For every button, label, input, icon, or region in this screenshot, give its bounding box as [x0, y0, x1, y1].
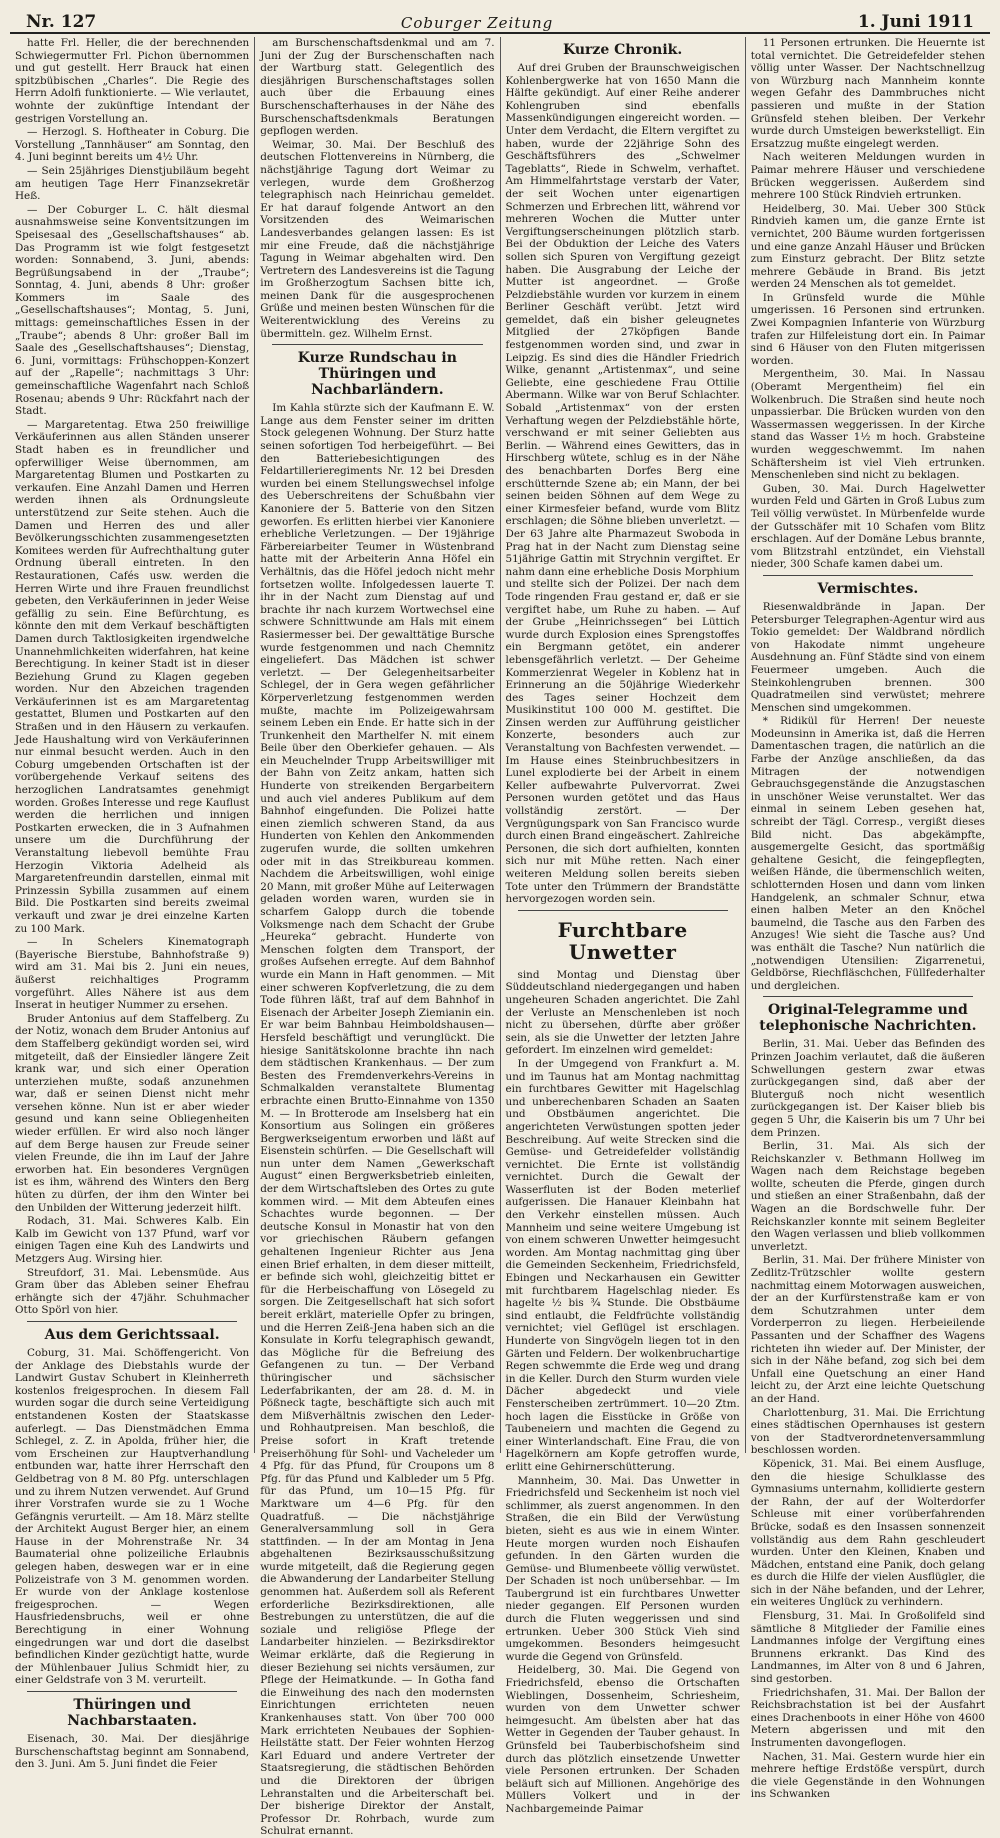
article-paragraph: 11 Personen ertrunken. Die Heuernte ist total vernichtet. Die Getreidefelder stehen völlig unter Wasser. Der Nachtschnellzug von Würzburg nach Mannheim konnte wegen Gefahr des Dammbruches nicht passieren und mußte in der Station Grünsfeld stehen bleiben. Der Verkehr wurde durch Umsteigen bewerkstelligt. Ein Ersatzzug mußte eingelegt werden. — [750, 37, 985, 150]
masthead — [10, 0, 990, 34]
article-paragraph: sind Montag und Dienstag über Süddeutschland niedergegangen und haben ungeheuren Schaden angerichtet. Die Zahl der Verluste an Menschenleben ist noch nicht zu übersehen, dürfte aber größer sein, als sie die Unwetter der letzten Jahre gefordert. Im einzelnen wird gemeldet: — [505, 968, 740, 1057]
section-divider — [27, 1321, 237, 1322]
section-heading: Vermischtes. — [817, 580, 919, 597]
article-paragraph: — Der Coburger L. C. hält diesmal ausnahmsweise seine Konventsitzungen im Speisesaal des „Gesellschaftshauses“ ab. Das Programm ist wie folgt festgesetzt worden: Sonnabend, 3. Juni, abends: Begrüßungsabend in der „Traube“; Sonntag, 4. Juni, abends 8 Uhr: großer Kommers im Saale des „Gesellschaftshauses“; Montag, 5. Juni, mittags: gemeinschaftliches Essen in der „Traube“; abends 8 Uhr: großer Ball im Saale des „Gesellschaftshauses“; Dienstag, 6. Juni, vormittags: Frühschoppen-Konzert auf der „Rapelle“; nachmittags 3 Uhr: gemeinschaftliche Wagenfahrt nach Schloß Rosenau; abends 9 Uhr: Rückfahrt nach der Stadt. — [15, 203, 250, 418]
issue-number: Nr. 127 — [26, 12, 97, 32]
section-heading: Original-Telegramme und telephonische Nachrichten. — [759, 1002, 977, 1035]
article-paragraph: Heidelberg, 30. Mai. Ueber 300 Stück Rindvieh kamen um, die ganze Ernte ist vernichtet, 200 Bäume wurden fortgerissen und eine ganze Anzahl Häuser und Brücken zum Einsturz gebracht. Der Blitz setzte mehrere Gebäude in Brand. Bis jetzt werden 24 Menschen als tot gemeldet. — [750, 202, 985, 291]
article-paragraph: Berlin, 31. Mai. Der frühere Minister von Zedlitz-Trützschler wollte gestern nachmittag einem Motorwagen ausweichen, der an der Kurfürstenstraße kam er von dem Schutzrahmen unter dem Vorderperron zu liegen. Herbeieilende Passanten und der Schaffner des Wagens richteten ihn wieder auf. Der Minister, der sich in der Nähe befand, zog sich bei dem Unfall eine Quetschung an einer Hand leicht zu, der Arzt eine leichte Quetschung an der Hand. — [750, 1254, 985, 1405]
article-paragraph: Nachen, 31. Mai. Gestern wurde hier ein mehrere heftige Erdstöße verspürt, durch die viele Gegenstände in den Wohnungen ins Schwanken — [750, 1750, 985, 1801]
article-paragraph: Guben, 30. Mai. Durch Hagelwetter wurden Feld und Gärten in Groß Lubus zum Teil völlig verwüstet. In Mürbenfelde wurde der Gutsschäfer mit 10 Schafen vom Blitz erschlagen. Auf der Domäne Lebus brannte, vom Blitzstrahl entzündet, ein Viehstall nieder, 300 Schafe kamen dabei um. — [750, 482, 985, 571]
article-paragraph: Coburg, 31. Mai. Schöffengericht. Von der Anklage des Diebstahls wurde der Landwirt Gustav Schubert in Kleinherreth kostenlos freigesprochen. In diesem Fall wurden sogar die durch seine Verteidigung entstandenen Kosten der Staatskasse auferlegt. — Das Dienstmädchen Emma Schlegel, z. Z. in Apolda, früher hier, die vom Erscheinen zur Hauptverhandlung entbunden war, hatte ihrer Herrschaft den Geldbetrag von 8 M. 80 Pfg. unterschlagen und zu ihrem Nutzen verwendet. Auf Grund ihrer Vorstrafen wurde sie zu 1 Woche Gefängnis verurteilt. — Am 18. März stellte der Architekt August Berger hier, an einem Hause in der Mohrenstraße Nr. 34 Baumaterial ohne polizeiliche Erlaubnis gelegen haben, deswegen war er in eine Polizeistrafe von 3 M. genommen worden. Er wurde von der Anklage kostenlose freigesprochen. — Wegen Hausfriedensbruchs, weil er ohne Berechtigung in einer Wohnung eingedrungen war und dort die daselbst befindlichen Kinder gezüchtigt hatte, wurde der Mühlenbauer Julius Schmidt hier, zu einer Geldstrafe von 3 M. verurteilt. — [15, 1346, 250, 1687]
article-paragraph: Mergentheim, 30. Mai. In Nassau (Oberamt Mergentheim) fiel ein Wolkenbruch. Die Straßen sind heute noch unpassierbar. Die Brücken wurden von den Wassermassen weggerissen. In der Kirche stand das Wasser 1½ m hoch. Grabsteine wurden weggeschwemmt. Im nahen Schäftersheim ist viel Vieh ertrunken. Menschenleben sind nicht zu beklagen. — [750, 368, 985, 482]
article-paragraph: Nach weiteren Meldungen wurden in Paimar mehrere Häuser und verschiedene Brücken weggerissen. Außerdem sind mehrere 100 Stück Rindvieh ertrunken. — [750, 151, 985, 202]
article-paragraph: — Sein 25jähriges Dienstjubiläum begeht am heutigen Tage Herr Finanzsekretär Heß. — [15, 164, 250, 203]
section-heading: Furchtbare Unwetter — [557, 917, 688, 964]
article-paragraph: — Herzogl. S. Hoftheater in Coburg. Die Vorstellung „Tannhäuser“ am Sonntag, den 4. Juni beginnt bereits um 4½ Uhr. — [15, 126, 250, 164]
section-divider — [763, 996, 973, 997]
article-paragraph: Rodach, 31. Mai. Schweres Kalb. Ein Kalb im Gewicht von 137 Pfund, warf vor einigen Tagen eine Kuh des Landwirts und Metzgers Aug. Wirsing hier. — [15, 1215, 250, 1265]
newspaper-title: Coburger Zeitung — [400, 14, 554, 32]
article-paragraph: am Burschenschaftsdenkmal und am 7. Juni der Zug der Burschenschaften nach der Wartburg statt. Gelegentlich des diesjährigen Burschenschaftstages sollen auch über die Erbauung eines Burschenschafterhauses in der Nähe des Burschenschaftsdenkmals Beratungen gepflogen werden. — [260, 37, 495, 138]
section-heading: Kurze Rundschau in Thüringen und Nachbarländern. — [297, 350, 457, 399]
article-paragraph: In der Umgegend von Frankfurt a. M. und im Taunus hat am Montag nachmittag ein furchtbares Gewitter mit Hagelschlag und unberechenbaren Schaden an Saaten und Obstbäumen angerichtet. Die angerichteten Verwüstungen spotten jeder Beschreibung. Auf weite Strecken sind die Gemüse- und Getreidefelder vollständig vernichtet. Die Ernte ist vollständig vernichtet. Durch die Gewalt der Wasserfluten ist der Boden meterlief aufgerissen. Die Hanauer Kleinbahn hat den Verkehr einstellen müssen. Auch Mannheim und seine weitere Umgebung ist von einem schweren Unwetter heimgesucht worden. Am Montag nachmittag ging über die Gemeinden Seckenheim, Friedrichsfeld, Ebingen und Neckarhausen ein Gewitter mit furchtbarem Hagelschlag nieder. Es hagelte ½ bis ¾ Stunde. Die Obstbäume sind entlaubt, die Feldfrüchte vollständig vernichtet; viel Geflügel ist erschlagen. Hunderte von Singvögeln liegen tot in den Gärten und Feldern. Der wolkenbruchartige Regen schwemmte die Erde weg und drang in die Keller. Durch den Sturm wurden viele Dächer abgedeckt und viele Fensterscheiben zertrümmert. 10—20 Ztm. hoch lagen die Eisstücke in Größe von Taubeneiern und machten die Gegend zu einer Winterlandschaft. Eine Frau, die von Hagelkörnern am Kopfe getroffen wurde, erlitt eine Gehirnerschütterung. — [505, 1057, 740, 1473]
article-paragraph: Streufdorf, 31. Mai. Lebensmüde. Aus Gram über das Ableben seiner Ehefrau erhängte sich der 47jähr. Schuhmacher Otto Spörl von hier. — [15, 1266, 250, 1317]
section-heading: Aus dem Gerichtssaal. — [44, 1326, 220, 1343]
section-heading: Thüringen und Nachbarstaaten. — [67, 1697, 197, 1729]
column-4 — [746, 37, 990, 1801]
article-paragraph: Flensburg, 31. Mai. In Großolifeld sind sämtliche 8 Mitglieder der Familie eines Landmannes infolge der Vergiftung eines Brunnens erkrankt. Das Kind des Landmannes, im Alter von 8 und 6 Jahren, sind gestorben. — [750, 1610, 985, 1686]
columns — [10, 37, 990, 1838]
article-paragraph: Riesenwaldbrände in Japan. Der Petersburger Telegraphen-Agentur wird aus Tokio gemeldet: Der Waldbrand nördlich von Hakodate nimmt ungeheure Ausdehnung an. Fünf Städte sind von einem Feuermeer umgeben. Auch die Steinkohlengruben brennen. 300 Quadratmeilen sind verwüstet; mehrere Menschen sind umgekommen. — [750, 600, 985, 714]
article-paragraph: Im Kahla stürzte sich der Kaufmann E. W. Lange aus dem Fenster seiner im dritten Stock gelegenen Wohnung. Der Sturz hatte seinen sofortigen Tod herbeigeführt. — Bei den Batteriebesichtigungen des Feldartillerieregiments Nr. 12 bei Dresden wurden bei einem Stellungswechsel infolge des Ueberschreitens der Schußbahn vier Kanoniere der 5. Batterie von den Sitzen geworfen. Es erlitten hierbei vier Kanoniere erhebliche Verletzungen. — Der 19jährige Färbereiarbeiter Teumer in Wüstenbrand hatte mit der Arbeiterin Anna Höfel ein Verhältnis, das die Höfel jedoch nicht mehr fortsetzen wollte. Infolgedessen lauerte T. ihr in der Nacht zum Dienstag auf und brachte ihr nach kurzem Wortwechsel eine schwere Schnittwunde am Hals mit einem Rasiermesser bei. Der gewalttätige Bursche wurde festgenommen und nach Chemnitz eingeliefert. Das Mädchen ist schwer verletzt. — Der Gelegenheitsarbeiter Schlegel, der in Gera wegen gefährlicher Körperverletzung festgenommen werden mußte, machte im Polizeigewahrsam seinem Leben ein Ende. Er hatte sich in der Trunkenheit den Marthelfer N. mit einem Beile über den Oberkiefer gehauen. — Als ein Meuchelnder Trupp Arbeitswilliger mit der Bahn von Zeitz ankam, hatten sich Hunderte von streikenden Bergarbeitern und auch viel anderes Publikum auf dem Bahnhof eingefunden. Die Polizei hatte einen ziemlich schweren Stand, da aus Hunderten von Kehlen den Ankommenden zugerufen wurde, die sollten umkehren oder mit in das Streikbureau kommen. Nachdem die Arbeitswilligen, wohl einige 20 Mann, mit großer Mühe auf Leiterwagen geladen worden waren, wurden sie in scharfem Galopp durch die tobende Volksmenge nach dem Schacht der Grube „Heureka“ gebracht. Hunderte von Menschen folgten dem Transport, der großes Aufsehen erregte. Auf dem Bahnhof wurde ein Mann in Haft genommen. — Mit einer schweren Kopfverletzung, die zu dem Tode führen läßt, traf auf dem Bahnhof in Eisenach der Arbeiter Joseph Ziemianin ein. Er war beim Bahnbau Heimboldshausen—Hersfeld beschäftigt und verunglückt. Die hiesige Sanitätskolonne brachte ihn nach dem städtischen Krankenhaus. — Der zum Besten des Fremdenverkehrs-Vereins in Schmalkalden veranstaltete Blumentag erbrachte einen Brutto-Einnahme von 1350 M. — In Brotterode am Inselsberg hat ein Konsortium aus Solingen ein größeres Bergwerkseigentum erworben und läßt auf Eisenstein schürfen. — Die Gesellschaft will nun unter dem Namen „Gewerkschaft August“ einen Bergwerksbetrieb einleiten, der dem Wirtschaftsleben des Ortes zu gute kommen wird. — Mit dem Abteufen eines Schachtes wurde begonnen. — Der deutsche Konsul in Monastir hat von den vor griechischen Räubern gefangen gehaltenen Ingenieur Richter aus Jena einen Brief erhalten, in dem dieser mitteilt, er befinde sich wohl, gleichzeitig bittet er für die Herbeischaffung von Lösegeld zu sorgen. Die Zeitgesellschaft hat sich sofort bereit erklärt, materielle Opfer zu bringen, und die Herren Zeiß-Jena haben sich an die Konsulate in Korfu telegraphisch gewandt, das Mögliche für die Befreiung des Gefangenen zu tun. — Der Verband thüringischer und sächsischer Lederfabrikanten, der am 28. d. M. in Pößneck tagte, beschäftigte sich auch mit dem Mißverhältnis zwischen den Leder- und Rohhautpreisen. Man beschloß, die Preise sofort in Kraft tretende Preiserhöhung für Sohl- und Vacheleder um 4 Pfg. für das Pfund, für Croupons um 8 Pfg. für das Pfund und Kalbleder um 5 Pfg. für das Pfund, um 10—15 Pfg. für Marktware um 4—6 Pfg. für den Quadratfuß. — Die nächstjährige Generalversammlung soll in Gera stattfinden. — In der am Montag in Jena abgehaltenen Bezirksausschußsitzung wurde mitgeteilt, daß die Regierung gegen die Abwanderung der Landarbeiter Stellung genommen hat. Außerdem soll als Referent erforderliche Bezirksdirektionen, alle Bestrebungen zu unterstützen, die auf die soziale und religiöse Pflege der Landarbeiter hinzielen. — Bezirksdirektor Weimar erklärte, daß die Regierung in dieser Beziehung sei nichts versäumen, zur Pflege der Heimatkunde. — In Gotha fand die Einweihung des nach den modernsten Einrichtungen errichteten neuen Krankenhauses statt. Von über 700 000 Mark errichteten Neubaues der Sophien-Heilstätte statt. Der Feier wohnten Herzog Karl Eduard und andere Vertreter der Staatsregierung, die städtischen Behörden und die Direktoren der übrigen Lehranstalten und die Arbeiterschaft bei. Der bisherige Direktor der Anstalt, Professor Dr. Rohrbach, wurde zum Schulrat ernannt. — [260, 402, 495, 1838]
section-divider — [27, 1691, 237, 1692]
section-divider — [272, 344, 482, 345]
article-paragraph: Friedrichshafen, 31. Mai. Der Ballon der Reichsbrachstation ist bei der Ausfahrt eines Drachenboots in einer Höhe von 4600 Metern abgerissen und mit den Instrumenten davongeflogen. — [750, 1686, 985, 1749]
article-paragraph: Heidelberg, 30. Mai. Die Gegend von Friedrichsfeld, ebenso die Ortschaften Wieblingen, Dossenheim, Schriesheim, wurden von dem Unwetter schwer heimgesucht. Am übelsten aber hat das Wetter in Gegenden der Tauber gehaust. In Grünsfeld bei Tauberbischofsheim sind durch das plötzlich einsetzende Unwetter viele Personen ertrunken. Der Schaden beläuft sich auf Millionen. Angehörige des Müllers Volkert und in der Nachbargemeinde Paimar — [505, 1664, 740, 1815]
article-paragraph: Berlin, 31. Mai. Ueber das Befinden des Prinzen Joachim verlautet, daß die äußeren Schwellungen gestern zwar etwas zurückgegangen sind, daß aber der Bluterguß noch nicht wesentlich zurückgegangen ist. Der Kaiser blieb bis gegen 5 Uhr, die Kaiserin bis um 7 Uhr bei dem Prinzen. — [750, 1038, 985, 1139]
column-3 — [501, 37, 746, 1815]
article-paragraph: Mannheim, 30. Mai. Das Unwetter in Friedrichsfeld und Seckenheim ist noch viel schlimmer, als zuerst angenommen. In den Straßen, die ein Bild der Verwüstung bieten, sieht es aus wie in einem Winter. Heute morgen wurden noch Eishaufen gefunden. In den Gärten wurden die Gemüse- und Blumenbeete völlig verwüstet. Der Schaden ist noch unübersehbar. — Im Taubergrund ist ein furchtbares Unwetter nieder gegangen. Elf Personen wurden durch die Fluten weggerissen und sind ertrunken. Ueber 300 Stück Vieh sind umgekommen. Besonders heimgesucht wurde die Gegend von Grünsfeld. — [505, 1474, 740, 1663]
article-paragraph: Charlottenburg, 31. Mai. Die Errichtung eines städtischen Opernhauses ist gestern von der Stadtverordnetenversammlung beschlossen worden. — [750, 1406, 985, 1457]
article-paragraph: Köpenick, 31. Mai. Bei einem Ausfluge, den die hiesige Schulklasse des Gymnasiums unternahm, kollidierte gestern der Rahn, der auf der Wolterdorfer Schleuse mit einer vorüberfahrenden Brücke, sodaß es den Insassen sonnenzeit vollständig aus dem Rahn geschleudert wurden. Unter den Kleinen, Knaben und Mädchen, entstand eine Panik, doch gelang es durch die Hilfe der vielen Ausflügler, die sich in der Nähe befanden, und der Lehrer, ein weiteres Unglück zu verhindern. — [750, 1457, 985, 1609]
section-heading: Kurze Chronik. — [562, 42, 683, 58]
article-paragraph: Eisenach, 30. Mai. Der diesjährige Burschenschaftstag beginnt am Sonnabend, den 3. Juni. Am 5. Juni findet die Feier — [15, 1733, 250, 1771]
article-paragraph: In Grünsfeld wurde die Mühle umgerissen. 16 Personen sind ertrunken. Zwei Kompagnien Infanterie von Würzburg trafen zur Hilfeleistung dort ein. In Paimar sind 6 Häuser von den Fluten mitgerissen worden. — [750, 291, 985, 367]
article-paragraph: hatte Frl. Heller, die der berechnenden Schwiegermutter Frl. Pichon übernommen und gut gestellt. Herr Brauck hat einen spitzbübischen „Charles“. Die Regie des Herrn Adolfi funktionierte. — Wie verlautet, wohnte der zukünftige Intendant der gestrigen Vorstellung an. — [15, 37, 250, 125]
section-divider — [763, 575, 973, 576]
issue-date: 1. Juni 1911 — [857, 12, 974, 32]
article-paragraph: Weimar, 30. Mai. Der Beschluß des deutschen Flottenvereins in Nürnberg, die nächstjährige Tagung dort Weimar zu verlegen, wurde dem Großherzog telegraphisch nach Heinrichau gemeldet. Er hat darauf folgende Antwort an den Vorsitzenden des Weimarischen Landesverbandes gelangen lassen: Es ist mir eine Freude, daß die nächstjährige Tagung in Weimar abgehalten wird. Den Vertretern des Landesvereins ist die Tagung im Großherzogtum Sachsen bitte ich, meinen Dank für die ausgesprochenen Grüße und meinen besten Wünschen für die Weiterentwicklung des Vereins zu übermitteln. gez. Wilhelm Ernst. — [260, 138, 495, 340]
article-paragraph: Auf drei Gruben der Braunschweigischen Kohlenbergwerke hat von 1650 Mann die Hälfte gekündigt. Auf einer Reihe anderer Kohlengruben sind ebenfalls Massenkündigungen eingereicht worden. — Unter dem Verdacht, die Eltern vergiftet zu haben, wurde der 22jährige Sohn des Geschäftsführers des „Schwelmer Tageblatts“, Riede in Schwelm, verhaftet. Am Himmelfahrtstage verstarb der Vater, der seit Wochen unter eigenartigen Schmerzen und Erbrechen litt, während vor mehreren Wochen die Mutter unter Vergiftungserscheinungen plötzlich starb. Bei der Obduktion der Leiche des Vaters sollen sich Spuren von Vergiftung gezeigt haben. Die Ausgrabung der Leiche der Mutter ist angeordnet. — Große Pelzdiebstähle wurden vor kurzem in einem Berliner Geschäft verübt. Jetzt wird gemeldet, daß ein bisher geleugnetes Mitglied der 27köpfigen Bande festgenommen worden sind, und zwar in Leipzig. Es sind dies die Händler Friedrich Wilke, genannt „Artistenmax“, und seine Geliebte, eine geschiedene Frau Ottilie Abermann. Wilke war von Beruf Schlachter. Sobald „Artistenmax“ von der ersten Verhaftung wegen der Pelzdiebstähle hörte, verschwand er mit seiner Geliebten aus Berlin. — Während eines Gewitters, das in Hirschberg wütete, schlug es in der Nähe des benachbarten Dorfes Berg eine erschütternde Szene ab; ein Mann, der bei seinen beiden Söhnen auf dem Wege zu einer Kirmesfeier befand, wurde vom Blitz erschlagen; die Söhne blieben unverletzt. — Der 63 Jahre alte Pharmazeut Swoboda in Prag hat in der Nacht zum Dienstag seine 51jährige Gattin mit Strychnin vergiftet. Er nahm dann eine erhebliche Dosis Morphium und stellte sich der Polizei. Der nach dem Tode ringenden Frau gestand er, daß er sie vergiftet habe, um Ruhe zu haben. — Auf der Grube „Heinrichssegen“ bei Lüttich wurde durch Explosion eines Sprengstoffes ein Bergmann getötet, ein anderer lebensgefährlich verletzt. — Der Geheime Kommerzienrat Wegeler in Koblenz hat in Erinnerung an die 50jährige Wiederkehr des Tages seiner Hochzeit dem Musikinstitut 100 000 M. gestiftet. Die Zinsen werden zur Aufführung geistlicher Konzerte, besonders auch zur Veranstaltung von Bachfesten verwendet. — Im Hause eines Steinbruchbesitzers in Lunel explodierte bei der Arbeit in einem Keller aufbewahrte Pulvervorrat. Zwei Personen wurden getötet und das Haus vollständig zerstört. — Der Vergnügungspark von San Francisco wurde durch einen Brand eingeäschert. Zahlreiche Personen, die sich dort aufhielten, konnten sich nur mit Mühe retten. Nach einer weiteren Meldung sollen bereits sieben Tote unter den Trümmern der Brandstätte hervorgezogen worden sein. — [505, 62, 740, 906]
column-2 — [255, 37, 500, 1838]
column-1 — [10, 37, 255, 1771]
article-paragraph: * Ridikül für Herren! Der neueste Modeunsinn in Amerika ist, daß die Herren Damentaschen tragen, die natürlich an die Farbe der Anzüge anschließen, da das Mitragen der notwendigen Gebrauchsgegenstände die Anzugstaschen in unschöner Weise verunstaltet. Wer das einmal in seinem Leben gesehen hat, schreibt der Tägl. Corresp., vergißt dieses Bild nicht. Das abgekämpfte, ausgemergelte Gesicht, das sportmäßig gehaltene Gesicht, die feingepflegten, weißen Hände, die übermenschlich weiten, schlotternden Hosen und dann vom linken Handgelenk, an schmaler Schnur, etwa einen halben Meter an den Knöchel baumelnd, die Tasche aus den Farben des Anzuges! Wie sieht die Tasche aus? Und was enthält die Tasche? Nun natürlich die „notwendigen Utensilien: Zigarrenetui, Geldbörse, Riechfläschchen, Füllfederhalter und dergleichen. — [750, 715, 985, 992]
section-divider — [518, 910, 728, 911]
article-paragraph: Bruder Antonius auf dem Staffelberg. Zu der Notiz, wonach dem Bruder Antonius auf dem Staffelberg gekündigt worden sei, wird mitgeteilt, daß der Einsiedler längere Zeit krank war, und sich einer Operation unterziehen mußte, sodaß anzunehmen war, daß er seinen Dienst nicht mehr versehen könne. Nun ist er aber wieder gesund und kann seine Obliegenheiten wieder erfüllen. Er wird also noch länger auf dem Berge hausen zur Freude seiner vielen Freunde, die ihn im Lauf der Jahre erworben hat. Ein besonderes Vergnügen ist es ihm, während des Winters den Berg hüten zu dürfen, der ihm den Winter bei den Unbilden der Witterung jederzeit hilft. — [15, 1012, 250, 1214]
article-paragraph: — Margaretentag. Etwa 250 freiwillige Verkäuferinnen aus allen Ständen unserer Stadt haben es in freundlicher und opferwilliger Weise übernommen, am Margaretentag Blumen und Postkarten zu verkaufen. Eine Anzahl Damen und Herren werden ihnen als Ordnungsleute unterstützend zur Seite stehen. Auch die Damen und Herren des und aller Bevölkerungsschichten zusammengesetzten Komitees werden für Aufrechthaltung guter Ordnung überall eintreten. In den Restaurationen, Cafés usw. werden die Herren Wirte und ihre Frauen freundlichst gebeten, den Verkäuferinnen in jeder Weise gefällig zu sein. Eine Befürchtung, es könnte den mit dem Verkauf beschäftigten Damen durch Taktlosigkeiten irgendwelche Unannehmlichkeiten widerfahren, hat keine Berechtigung. In keiner Stadt ist in dieser Beziehung Grund zu Klagen gegeben worden. Nur den Abzeichen tragenden Verkäuferinnen ist es am Margaretentag gestattet, Blumen und Postkarten auf den Straßen und in den Häusern zu verkaufen. Jede Haushaltung wird von Verkäuferinnen nur einmal besucht werden. Auch in den Coburg umgebenden Ortschaften ist der vorübergehende Verkauf seitens des herzoglichen Landratsamtes genehmigt worden. Großes Interesse und rege Kauflust werden die herrlichen und innigen Postkarten erwecken, die in 3 Aufnahmen unsere um die Durchführung der Veranstaltung liebevoll bemühte Frau Herzogin Viktoria Adelheid als Margaretenfreundin darstellen, einmal mit Prinzessin Sybilla zusammen auf einem Bild. Die Postkarten sind bereits zweimal verkauft und zwar je drei einzelne Karten zu 100 Mark. — [15, 418, 250, 935]
article-paragraph: Berlin, 31. Mai. Als sich der Reichskanzler v. Bethmann Hollweg im Wagen nach dem Reichstage begeben wollte, scheuten die Pferde, gingen durch und stießen an einer Straßenbahn, daß der Wagen an die Bordschwelle fuhr. Der Reichskanzler konnte mit seinem Begleiter den Wagen verlassen und blieb vollkommen unverletzt. — [750, 1140, 985, 1253]
article-paragraph: — In Schelers Kinematograph (Bayerische Bierstube, Bahnhofstraße 9) wird am 31. Mai bis 2. Juni ein neues, äußerst reichhaltiges Programm vorgeführt. Alles Nähere ist aus dem Inserat in heutiger Nummer zu ersehen. — [15, 936, 250, 1012]
